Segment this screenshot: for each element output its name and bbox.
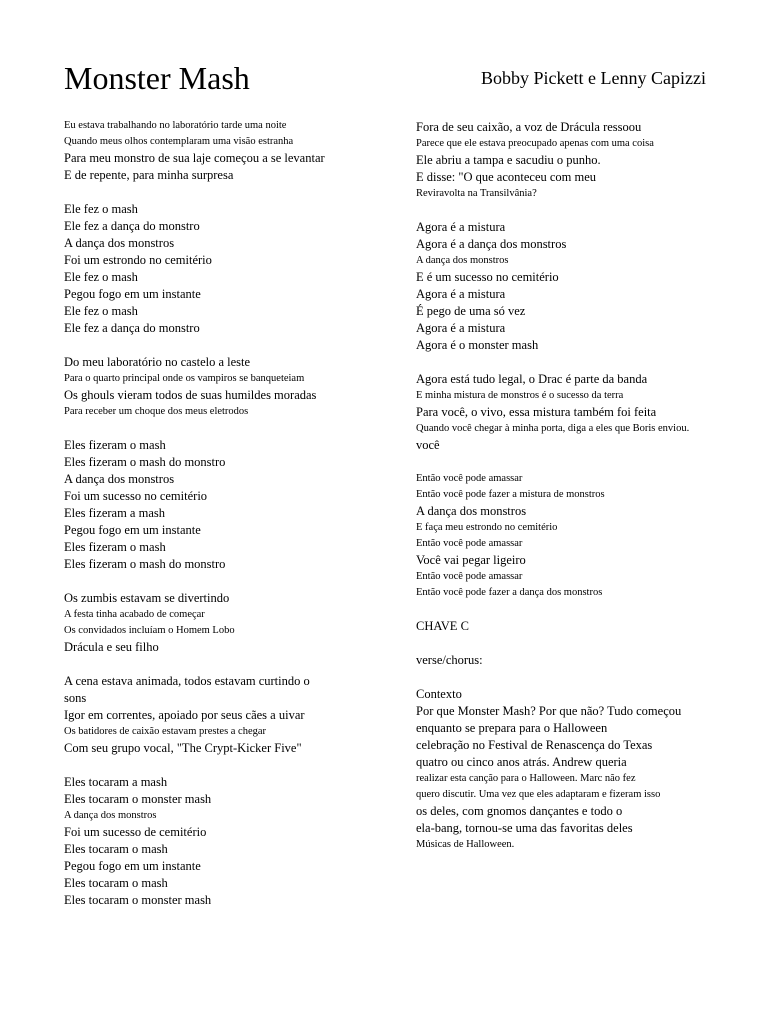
lyric-line: Ele abriu a tampa e sacudiu o punho. <box>416 153 601 167</box>
lyric-line: Os zumbis estavam se divertindo <box>64 591 230 605</box>
lyric-line: os deles, com gnomos dançantes e todo o <box>416 804 623 818</box>
lyric-line: Parece que ele estava preocupado apenas com uma coisa <box>416 138 654 149</box>
song-title: Monster Mash <box>64 60 250 96</box>
lyric-line: Por que Monster Mash? Por que não? Tudo começou <box>416 704 682 718</box>
lyric-line: Foi um sucesso de cemitério <box>64 825 207 839</box>
lyric-line: Quando você chegar à minha porta, diga a eles que Boris enviou. <box>416 423 690 434</box>
lyric-line: A cena estava animada, todos estavam curtindo o <box>64 674 310 688</box>
lyric-line: Ele fez a dança do monstro <box>64 219 200 233</box>
lyric-line: sons <box>64 691 87 705</box>
lyric-line: Eu estava trabalhando no laboratório tarde uma noite <box>64 120 287 131</box>
lyric-line: E de repente, para minha surpresa <box>64 168 234 182</box>
lyric-line: Fora de seu caixão, a voz de Drácula ressoou <box>416 120 642 134</box>
lyric-line: Foi um sucesso no cemitério <box>64 489 208 503</box>
lyric-line: Ele fez o mash <box>64 304 138 318</box>
lyric-line: Foi um estrondo no cemitério <box>64 253 212 267</box>
lyric-line: Ele fez o mash <box>64 270 138 284</box>
lyric-line: Agora é a dança dos monstros <box>416 237 567 251</box>
lyric-line: Os batidores de caixão estavam prestes a chegar <box>64 726 267 737</box>
lyric-line: E disse: "O que aconteceu com meu <box>416 170 597 184</box>
lyric-line: Agora é o monster mash <box>416 338 539 352</box>
lyric-line: Ele fez o mash <box>64 202 138 216</box>
lyric-line: Drácula e seu filho <box>64 640 159 654</box>
lyric-line: Eles tocaram o mash <box>64 876 168 890</box>
stanza-gap <box>64 184 394 201</box>
lyric-line: Contexto <box>416 687 462 701</box>
lyric-line: A dança dos monstros <box>416 504 527 518</box>
lyric-line: Para você, o vivo, essa mistura também foi feita <box>416 405 657 419</box>
lyric-line: celebração no Festival de Renascença do Texas <box>416 738 653 752</box>
stanza-gap <box>416 635 736 652</box>
lyric-line: A dança dos monstros <box>64 810 157 821</box>
lyric-line: E é um sucesso no cemitério <box>416 270 559 284</box>
lyric-line: Do meu laboratório no castelo a leste <box>64 355 251 369</box>
lyric-line: Agora é a mistura <box>416 287 506 301</box>
lyric-line: Eles tocaram o monster mash <box>64 792 212 806</box>
lyric-line: Os convidados incluíam o Homem Lobo <box>64 625 235 636</box>
lyric-line: Com seu grupo vocal, "The Crypt-Kicker Five" <box>64 741 302 755</box>
lyric-line: Então você pode amassar <box>416 473 523 484</box>
lyric-line: Eles fizeram o mash do monstro <box>64 455 226 469</box>
lyric-line: enquanto se prepara para o Halloween <box>416 721 608 735</box>
lyric-line: A dança dos monstros <box>64 236 175 250</box>
stanza-gap <box>416 202 736 219</box>
lyric-line: ela-bang, tornou-se uma das favoritas deles <box>416 821 633 835</box>
stanza-gap <box>64 656 394 673</box>
stanza-gap <box>64 420 394 437</box>
lyric-line: Para receber um choque dos meus eletrodos <box>64 406 249 417</box>
lyric-line: Eles fizeram o mash do monstro <box>64 557 226 571</box>
lyric-line: Eles tocaram a mash <box>64 775 168 789</box>
lyric-line: Para meu monstro de sua laje começou a se levantar <box>64 151 325 165</box>
lyric-line: A dança dos monstros <box>64 472 175 486</box>
lyric-line: Eles fizeram a mash <box>64 506 165 520</box>
stanza-gap <box>416 454 736 471</box>
lyric-line: realizar esta canção para o Halloween. Marc não fez <box>416 773 636 784</box>
lyrics-right-column <box>416 119 736 853</box>
lyric-line: Eles fizeram o mash <box>64 540 166 554</box>
lyric-line: Pegou fogo em um instante <box>64 859 201 873</box>
lyric-line: Os ghouls vieram todos de suas humildes moradas <box>64 388 317 402</box>
lyric-line: Agora é a mistura <box>416 321 506 335</box>
stanza-gap <box>64 757 394 774</box>
lyric-line: Reviravolta na Transilvânia? <box>416 188 537 199</box>
lyrics-left-column <box>64 118 394 909</box>
lyric-line: Então você pode fazer a mistura de monstros <box>416 489 605 500</box>
lyric-line: quero discutir. Uma vez que eles adaptaram e fizeram isso <box>416 789 661 800</box>
lyric-line: Ele fez a dança do monstro <box>64 321 200 335</box>
lyric-line: Quando meus olhos contemplaram uma visão estranha <box>64 136 294 147</box>
lyric-line: E faça meu estrondo no cemitério <box>416 522 558 533</box>
lyric-line: Eles tocaram o mash <box>64 842 168 856</box>
song-authors: Bobby Pickett e Lenny Capizzi <box>481 68 706 88</box>
lyric-line: E minha mistura de monstros é o sucesso da terra <box>416 390 624 401</box>
stanza-gap <box>416 354 736 371</box>
lyric-line: Pegou fogo em um instante <box>64 287 201 301</box>
stanza-gap <box>64 573 394 590</box>
lyric-line: você <box>416 438 440 452</box>
lyric-line: Você vai pegar ligeiro <box>416 553 526 567</box>
stanza-gap <box>416 601 736 618</box>
lyric-line: É pego de uma só vez <box>416 304 526 318</box>
stanza-gap <box>64 337 394 354</box>
lyric-line: Eles tocaram o monster mash <box>64 893 212 907</box>
lyric-line: Agora está tudo legal, o Drac é parte da banda <box>416 372 648 386</box>
lyric-line: quatro ou cinco anos atrás. Andrew queria <box>416 755 627 769</box>
lyric-line: Agora é a mistura <box>416 220 506 234</box>
lyric-line: A festa tinha acabado de começar <box>64 609 205 620</box>
lyric-line: Então você pode amassar <box>416 571 523 582</box>
lyric-line: CHAVE C <box>416 619 469 633</box>
lyric-line: Músicas de Halloween. <box>416 839 515 850</box>
lyric-line: A dança dos monstros <box>416 255 509 266</box>
lyric-line: Então você pode amassar <box>416 538 523 549</box>
lyric-line: Então você pode fazer a dança dos monstros <box>416 587 603 598</box>
lyric-line: Eles fizeram o mash <box>64 438 166 452</box>
lyric-line: Igor em correntes, apoiado por seus cães a uivar <box>64 708 305 722</box>
lyric-line: Pegou fogo em um instante <box>64 523 201 537</box>
lyric-line: Para o quarto principal onde os vampiros se banqueteiam <box>64 373 305 384</box>
stanza-gap <box>416 669 736 686</box>
lyric-line: verse/chorus: <box>416 653 483 667</box>
